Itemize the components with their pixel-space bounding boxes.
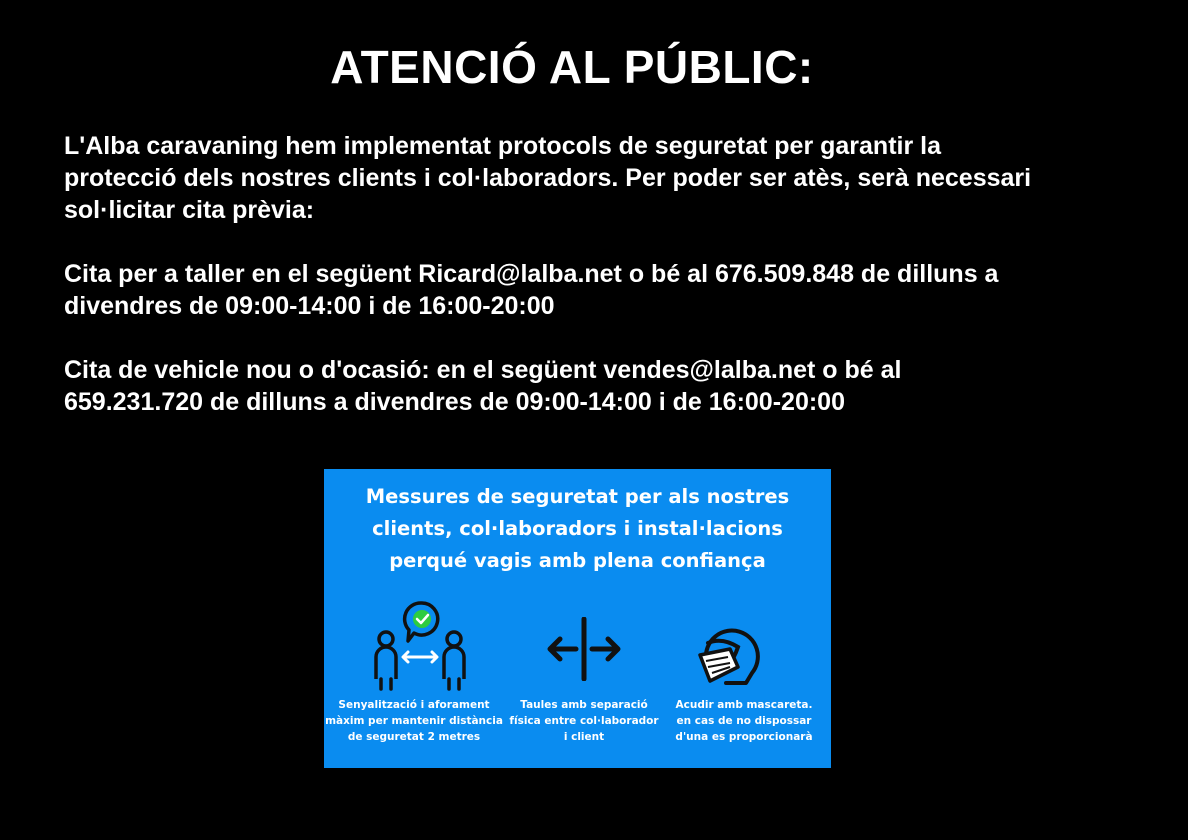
- safety-measures-banner: [324, 469, 831, 768]
- caption-line: Acudir amb mascareta.: [675, 699, 813, 711]
- caption-distance: [324, 697, 504, 745]
- caption-line: de seguretat 2 metres: [347, 731, 481, 743]
- caption-line: màxim per mantenir distància: [325, 715, 503, 727]
- banner-title: [324, 481, 831, 577]
- caption-line: i client: [563, 731, 605, 743]
- social-distance-icon: [366, 597, 476, 697]
- intro-line: sol·licitar cita prèvia:: [64, 196, 315, 224]
- caption-line: física entre col·laborador: [509, 715, 659, 727]
- vehicle-line: 659.231.720 de dilluns a divendres de 09:00-14:00 i de 16:00-20:00: [64, 388, 845, 416]
- intro-line: protecció dels nostres clients i col·laboradors. Per poder ser atès, serà necessari: [64, 164, 1032, 192]
- caption-line: Taules amb separació: [520, 699, 648, 711]
- intro-paragraph: [64, 130, 1144, 226]
- caption-mask: [654, 697, 834, 745]
- caption-line: Senyalització i aforament: [338, 699, 490, 711]
- caption-line: d'una es proporcionarà: [675, 731, 813, 743]
- caption-separation: [494, 697, 674, 745]
- banner-title-line: Messures de seguretat per als nostres: [365, 485, 790, 508]
- banner-title-line: clients, col·laboradors i instal·lacions: [372, 517, 783, 540]
- workshop-line: Cita per a taller en el següent Ricard@lalba.net o bé al 676.509.848 de dilluns a: [64, 260, 999, 288]
- intro-line: L'Alba caravaning hem implementat protocols de seguretat per garantir la: [64, 132, 942, 160]
- vehicle-line: Cita de vehicle nou o d'ocasió: en el següent vendes@lalba.net o bé al: [64, 356, 902, 384]
- page-title: ATENCIÓ AL PÚBLIC:: [330, 41, 814, 93]
- face-mask-icon: [694, 619, 764, 691]
- vehicle-appointment-paragraph: [64, 354, 1144, 418]
- caption-line: en cas de no dispossar: [676, 715, 812, 727]
- banner-title-line: perqué vagis amb plena confiança: [389, 549, 766, 572]
- separation-arrows-icon: [544, 617, 624, 681]
- workshop-appointment-paragraph: [64, 258, 1144, 322]
- workshop-line: divendres de 09:00-14:00 i de 16:00-20:00: [64, 292, 555, 320]
